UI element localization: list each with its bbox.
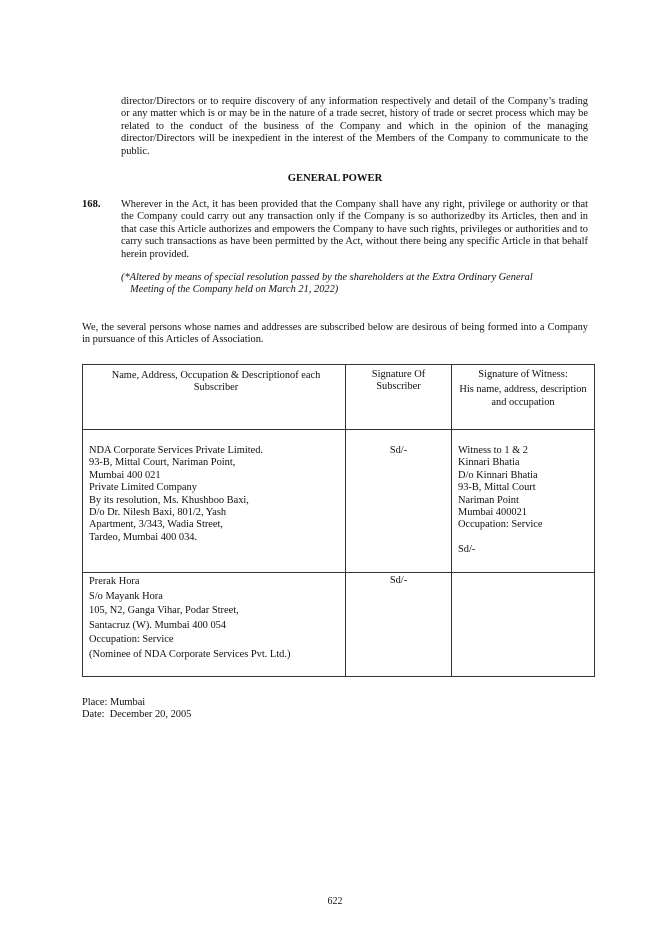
- signature: Sd/-: [389, 445, 408, 456]
- amendment-note: [121, 272, 591, 297]
- cell-line: Nariman Point: [458, 494, 519, 506]
- cell-line: Private Limited Company: [89, 482, 197, 494]
- subscriber-cell: [83, 573, 346, 677]
- cell-line: Tardeo, Mumbai 400 034.: [89, 531, 198, 543]
- cell-line: Mumbai 400021: [458, 507, 527, 519]
- date: Date: December 20, 2005: [82, 709, 192, 721]
- place-date: [82, 697, 191, 722]
- witness-cell: [452, 430, 595, 573]
- signature: Sd/-: [389, 575, 408, 586]
- place: Place: Mumbai: [82, 697, 146, 708]
- header-witness-desc: His name, address, description and occupation: [459, 384, 587, 408]
- cell-line: NDA Corporate Services Private Limited.: [89, 445, 264, 456]
- cell-line: Apartment, 3/343, Wadia Street,: [89, 519, 224, 531]
- cell-line: Sd/-: [458, 544, 476, 556]
- cell-line: Witness to 1 & 2: [458, 445, 529, 456]
- cell-line: 93-B, Mittal Court, Nariman Point,: [89, 457, 236, 469]
- cell-line: [458, 532, 589, 544]
- continuation-paragraph: director/Directors or to require discovery of any information respectively and detail of the Company’s trading or any matter which is or may be in the nature of a trade secret, history of trade or secret process which may be related to the conduct of the business of the Company and which in the opinion of the managing director/Directors will be inexpedient in the interest of the Members of the Company to communicate to the public.: [121, 96, 588, 157]
- note-line: (*Altered by means of special resolution passed by the shareholders at the Extra Ordinary General: [121, 272, 533, 283]
- article-number: 168.: [82, 199, 101, 210]
- cell-line: 105, N2, Ganga Vihar, Podar Street,: [89, 605, 239, 617]
- header-cell: [346, 365, 452, 430]
- cell-line: 93-B, Mittal Court: [458, 482, 536, 494]
- intro-paragraph: We, the several persons whose names and addresses are subscribed below are desirous of being formed into a Company in pursuance of this Articles of Association.: [82, 322, 588, 346]
- subscribers-table: [82, 364, 595, 677]
- cell-line: D/o Dr. Nilesh Baxi, 801/2, Yash: [89, 507, 227, 519]
- cell-line: Kinnari Bhatia: [458, 457, 520, 469]
- signature-cell: [346, 573, 452, 677]
- header-cell: [83, 365, 346, 430]
- header-signature: Signature Of Subscriber: [371, 369, 426, 393]
- signature-cell: [346, 430, 452, 573]
- note-line: Meeting of the Company held on March 21, 2022): [130, 284, 339, 296]
- article-text: Wherever in the Act, it has been provided that the Company shall have any right, privilege or authority or that the Company could carry out any transaction only if the Company is so authorizedby its Articles, then and in that case this Article authorizes and empowers the Company to have such rights, privileges or authorities and to carry such transactions as have been permitted by the Act, without there being any specific Article in that behalf herein provided.: [121, 199, 588, 260]
- cell-line: Santacruz (W). Mumbai 400 054: [89, 619, 227, 631]
- table-row: [83, 430, 595, 573]
- cell-line: S/o Mayank Hora: [89, 590, 163, 602]
- table-header-row: [83, 365, 595, 430]
- cell-line: Occupation: Service: [458, 519, 543, 531]
- section-heading: GENERAL POWER: [287, 173, 383, 184]
- cell-line: Occupation: Service: [89, 634, 174, 646]
- cell-line: (Nominee of NDA Corporate Services Pvt. Ltd.): [89, 648, 291, 660]
- page-number: 622: [327, 896, 343, 907]
- cell-line: Mumbai 400 021: [89, 469, 161, 481]
- header-subscriber: Name, Address, Occupation & Descriptionof each Subscriber: [111, 370, 321, 394]
- witness-cell: [452, 573, 595, 677]
- header-cell: [452, 365, 595, 430]
- table-row: [83, 573, 595, 677]
- cell-line: D/o Kinnari Bhatia: [458, 469, 538, 481]
- cell-line: Prerak Hora: [89, 576, 140, 587]
- cell-line: By its resolution, Ms. Khushboo Baxi,: [89, 494, 249, 506]
- subscriber-cell: [83, 430, 346, 573]
- header-witness: Signature of Witness:: [478, 369, 568, 380]
